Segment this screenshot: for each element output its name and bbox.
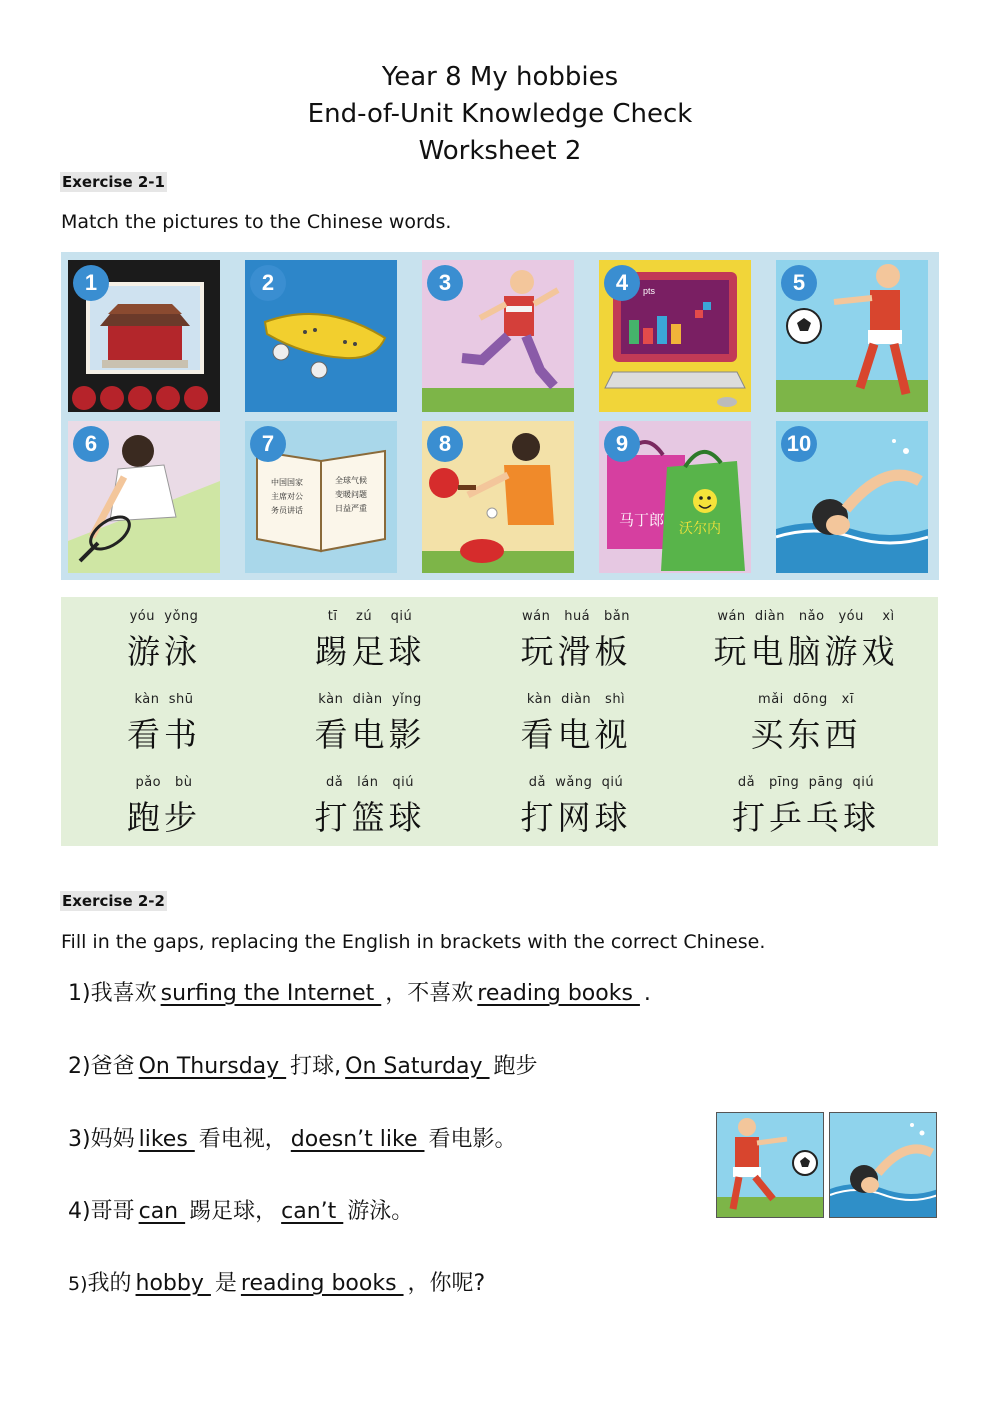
- sentence-4: [68, 1194, 413, 1225]
- exercise-2-2-label: Exercise 2-2: [62, 892, 165, 910]
- word-item[interactable]: [54, 609, 274, 673]
- book-right-text: [335, 475, 370, 513]
- word-bank: [61, 597, 938, 846]
- gap-answer[interactable]: surfing the Internet: [160, 981, 382, 1006]
- sentence-number: 3): [68, 1127, 91, 1152]
- word-hanzi: 看电视: [520, 715, 632, 754]
- word-hanzi: 打网球: [520, 798, 632, 837]
- gap-answer[interactable]: can’t: [281, 1199, 344, 1224]
- word-hanzi: 看电影: [314, 715, 426, 754]
- picture-number-badge: 2: [250, 265, 286, 301]
- gap-answer[interactable]: likes: [138, 1127, 195, 1152]
- title-line-1: Year 8 My hobbies: [381, 62, 619, 92]
- word-pinyin: dǎ wǎng qiú: [528, 775, 624, 790]
- book-right-line: 变暖问题: [335, 490, 367, 499]
- word-item[interactable]: [696, 609, 916, 673]
- screen-text: pts: [643, 286, 656, 296]
- word-item[interactable]: [260, 609, 480, 673]
- gap-answer[interactable]: reading books: [240, 1271, 404, 1296]
- sentence-number: 2): [68, 1054, 91, 1079]
- sentence-number: 1): [68, 981, 91, 1006]
- gap-answer[interactable]: reading books: [477, 981, 640, 1006]
- word-hanzi: 玩电脑游戏: [713, 632, 899, 671]
- word-pinyin: wán huá bǎn: [521, 609, 631, 624]
- picture-1: [68, 260, 220, 412]
- book-left-line: 主席对公: [271, 492, 303, 501]
- picture-number-badge: 4: [604, 265, 640, 301]
- sentence-text: 我喜欢: [90, 981, 157, 1006]
- word-pinyin: dǎ pīng pāng qiú: [737, 775, 875, 790]
- sentence-text: 游泳。: [347, 1199, 414, 1224]
- word-pinyin: kàn diàn yǐng: [318, 692, 422, 707]
- word-hanzi: 打篮球: [314, 798, 426, 837]
- sentence-text: 爸爸: [90, 1054, 135, 1079]
- sentence-number: 4): [68, 1199, 91, 1224]
- sentence-text: 我的: [87, 1271, 132, 1296]
- sentence-number: 5): [68, 1273, 88, 1295]
- exercise-2-1-label: Exercise 2-1: [62, 173, 165, 191]
- sentence-2: [68, 1049, 538, 1080]
- sentence-text: .: [643, 981, 651, 1006]
- word-pinyin: kàn shū: [134, 692, 194, 707]
- sentence-text: 跑步: [493, 1054, 538, 1079]
- picture-6: [68, 421, 220, 573]
- sentence-3: [68, 1122, 517, 1153]
- word-pinyin: pǎo bù: [135, 775, 193, 790]
- gap-answer[interactable]: On Thursday: [138, 1054, 287, 1079]
- sentence-text: ，你呢?: [407, 1271, 486, 1296]
- word-hanzi: 打乒乓球: [732, 798, 880, 837]
- picture-number-badge: 10: [781, 426, 817, 462]
- word-hanzi: 跑步: [127, 798, 201, 837]
- picture-number-badge: 3: [427, 265, 463, 301]
- sentence-text: ，不喜欢: [385, 981, 474, 1006]
- swimming-icon: [830, 1113, 937, 1218]
- word-hanzi: 踢足球: [314, 632, 426, 671]
- bag-pink-text: 马丁郎: [619, 511, 665, 529]
- picture-number-badge: 6: [73, 426, 109, 462]
- word-hanzi: 看书: [127, 715, 201, 754]
- picture-number-badge: 1: [73, 265, 109, 301]
- word-pinyin: dǎ lán qiú: [326, 775, 414, 790]
- word-item[interactable]: [696, 775, 916, 839]
- word-item[interactable]: [466, 775, 686, 839]
- gap-answer[interactable]: can: [138, 1199, 186, 1224]
- side-picture-football: [716, 1112, 824, 1218]
- book-left-text: [271, 477, 306, 515]
- word-item[interactable]: [54, 692, 274, 756]
- picture-5: [776, 260, 928, 412]
- sentence-text: 妈妈: [90, 1127, 135, 1152]
- word-pinyin: mǎi dōng xī: [758, 692, 854, 707]
- picture-9: [599, 421, 751, 573]
- picture-7: [245, 421, 397, 573]
- picture-4: [599, 260, 751, 412]
- word-item[interactable]: [466, 692, 686, 756]
- side-picture-swimming: [829, 1112, 937, 1218]
- sentence-text: 看电影。: [428, 1127, 517, 1152]
- picture-number-badge: 9: [604, 426, 640, 462]
- sentence-text: 是: [214, 1271, 237, 1296]
- title-line-2: End-of-Unit Knowledge Check: [307, 99, 693, 129]
- picture-number-badge: 8: [427, 426, 463, 462]
- word-pinyin: tī zú qiú: [327, 609, 413, 624]
- sentence-text: 看电视，: [198, 1127, 287, 1152]
- word-item[interactable]: [54, 775, 274, 839]
- book-right-line: 全球气候: [335, 476, 367, 485]
- word-item[interactable]: [466, 609, 686, 673]
- sentence-text: 打球,: [290, 1054, 342, 1079]
- sentence-text: 哥哥: [90, 1199, 135, 1224]
- exercise-2-1-instruction: Match the pictures to the Chinese words.: [61, 211, 452, 233]
- title-line-3: Worksheet 2: [418, 136, 582, 166]
- word-item[interactable]: [260, 775, 480, 839]
- word-pinyin: yóu yǒng: [129, 609, 199, 624]
- football-icon: [717, 1113, 824, 1218]
- word-pinyin: wán diàn nǎo yóu xì: [717, 609, 895, 624]
- word-hanzi: 游泳: [127, 632, 201, 671]
- picture-10: [776, 421, 928, 573]
- gap-answer[interactable]: doesn’t like: [290, 1127, 425, 1152]
- book-left-line: 中国国家: [271, 478, 303, 487]
- sentence-text: 踢足球，: [189, 1199, 278, 1224]
- sentence-1: [68, 976, 651, 1007]
- picture-8: [422, 421, 574, 573]
- picture-2: [245, 260, 397, 412]
- picture-grid: [61, 252, 939, 580]
- book-right-line: 日益严重: [335, 504, 367, 513]
- word-item[interactable]: [696, 692, 916, 756]
- gap-answer[interactable]: hobby: [135, 1271, 211, 1296]
- picture-3: [422, 260, 574, 412]
- gap-answer[interactable]: On Saturday: [345, 1054, 490, 1079]
- word-hanzi: 买东西: [750, 715, 862, 754]
- picture-number-badge: 5: [781, 265, 817, 301]
- word-pinyin: kàn diàn shì: [526, 692, 626, 707]
- exercise-2-2-instruction: Fill in the gaps, replacing the English in brackets with the correct Chinese.: [61, 931, 766, 953]
- sentence-5: [68, 1266, 485, 1297]
- word-hanzi: 玩滑板: [520, 632, 632, 671]
- bag-green-text: 沃尔内: [679, 521, 721, 537]
- book-left-line: 务员讲话: [271, 506, 303, 515]
- picture-number-badge: 7: [250, 426, 286, 462]
- word-item[interactable]: [260, 692, 480, 756]
